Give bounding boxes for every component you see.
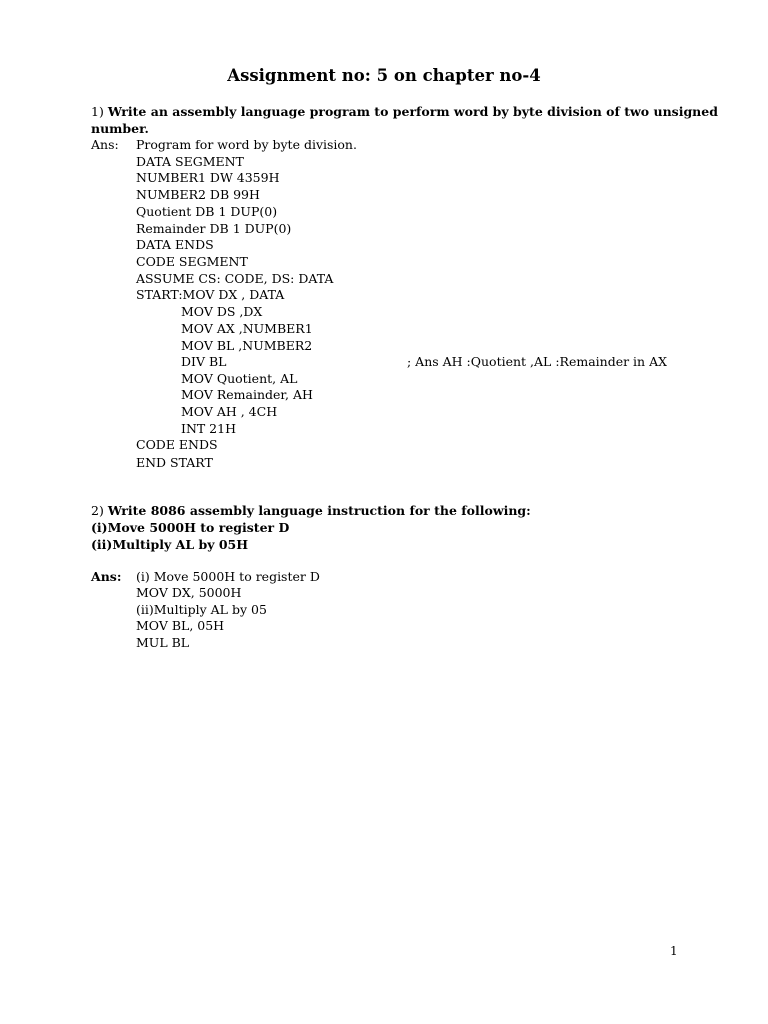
code-line: START:MOV DX , DATA bbox=[136, 287, 285, 302]
code-line: INT 21H bbox=[181, 421, 236, 436]
page-number: 1 bbox=[670, 944, 678, 958]
document-title: Assignment no: 5 on chapter no-4 bbox=[227, 66, 541, 85]
question-2-line-2: (i)Move 5000H to register D bbox=[91, 520, 290, 535]
code-line: Remainder DB 1 DUP(0) bbox=[136, 221, 292, 236]
code-line: NUMBER2 DB 99H bbox=[136, 187, 260, 202]
answer-2-label: Ans: bbox=[91, 569, 122, 584]
question-1-line-1 bbox=[91, 104, 718, 120]
code-line: ASSUME CS: CODE, DS: DATA bbox=[136, 271, 334, 286]
answer-2-line: (ii)Multiply AL by 05 bbox=[136, 602, 267, 617]
code-line: CODE SEGMENT bbox=[136, 254, 248, 269]
code-line: Quotient DB 1 DUP(0) bbox=[136, 204, 278, 219]
question-2-text: Write 8086 assembly language instruction for the following: bbox=[107, 503, 531, 518]
question-1-line-2: number. bbox=[91, 121, 149, 136]
answer-2-line: MOV BL, 05H bbox=[136, 618, 225, 633]
question-1-number: 1) bbox=[91, 104, 104, 119]
answer-1-intro: Program for word by byte division. bbox=[136, 137, 357, 152]
code-line: END START bbox=[136, 455, 213, 470]
answer-2-line: MUL BL bbox=[136, 635, 190, 650]
code-line: DIV BL bbox=[181, 354, 227, 369]
code-line: MOV AH , 4CH bbox=[181, 404, 278, 419]
code-line: MOV Quotient, AL bbox=[181, 371, 298, 386]
code-line: CODE ENDS bbox=[136, 437, 218, 452]
question-1-text: Write an assembly language program to perform word by byte division of two unsigned bbox=[107, 104, 718, 119]
question-2-line-3: (ii)Multiply AL by 05H bbox=[91, 537, 249, 552]
question-2-line-1 bbox=[91, 503, 531, 519]
code-line: MOV AX ,NUMBER1 bbox=[181, 321, 313, 336]
code-line: DATA SEGMENT bbox=[136, 154, 244, 169]
code-line: DATA ENDS bbox=[136, 237, 214, 252]
code-line: MOV BL ,NUMBER2 bbox=[181, 338, 313, 353]
answer-1-label: Ans: bbox=[91, 137, 119, 152]
question-2-number: 2) bbox=[91, 503, 104, 518]
code-line: MOV DS ,DX bbox=[181, 304, 263, 319]
code-line: NUMBER1 DW 4359H bbox=[136, 170, 280, 185]
answer-2-line: (i) Move 5000H to register D bbox=[136, 569, 320, 584]
answer-2-line: MOV DX, 5000H bbox=[136, 585, 242, 600]
code-comment: ; Ans AH :Quotient ,AL :Remainder in AX bbox=[407, 354, 667, 369]
code-line: MOV Remainder, AH bbox=[181, 387, 313, 402]
